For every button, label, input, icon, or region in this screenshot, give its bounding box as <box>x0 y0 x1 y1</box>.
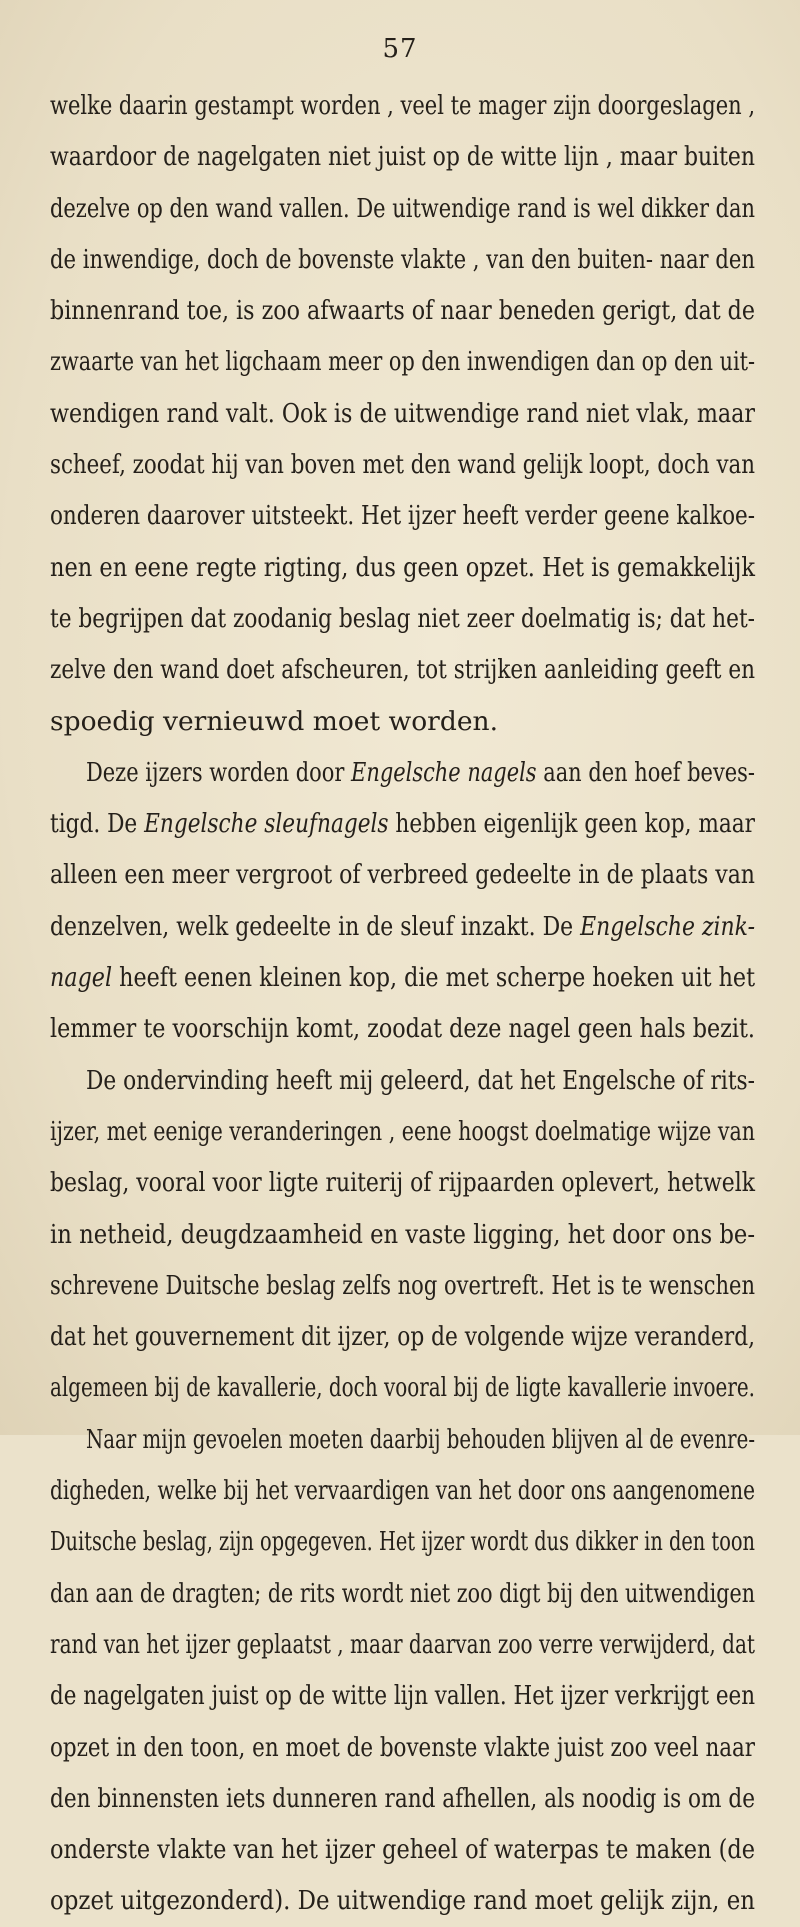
line-content <box>50 542 755 593</box>
italic-run: nagel <box>50 962 113 994</box>
text-run: welke daarin gestampt worden , veel te mager zijn doorgeslagen , <box>50 90 755 121</box>
text-line <box>50 131 800 182</box>
line-content <box>86 1055 755 1106</box>
text-line <box>50 901 800 952</box>
text-run: beslag, vooral voor ligte ruiterij of rijpaarden oplevert, hetwelk <box>50 1167 755 1199</box>
line-content <box>50 183 755 234</box>
line-content <box>50 1260 755 1311</box>
line-content <box>50 593 755 644</box>
line-content <box>50 1516 755 1567</box>
text-run: Duitsche beslag, zijn opgegeven. Het ijzer wordt dus dikker in den toon <box>50 1526 755 1558</box>
text-run: dan aan de dragten; de rits wordt niet zoo digt bij den uitwendigen <box>50 1577 755 1609</box>
line-content <box>50 952 755 1003</box>
line-content <box>50 80 755 131</box>
text-run: zwaarte van het ligchaam meer op den inwendigen dan op den uit- <box>50 346 755 378</box>
text-run: heeft eenen kleinen kop, die met scherpe hoeken uit het <box>112 962 755 994</box>
text-run: schrevene Duitsche beslag zelfs nog overtreft. Het is te wenschen <box>50 1269 755 1301</box>
line-content <box>86 1414 755 1465</box>
line-content <box>50 1722 755 1773</box>
line-content <box>50 1670 755 1721</box>
line-content <box>50 234 755 285</box>
text-line <box>50 1824 800 1875</box>
line-content <box>50 1824 755 1875</box>
text-line <box>50 1414 800 1465</box>
text-run: te begrijpen dat zoodanig beslag niet zeer doelmatig is; dat het- <box>50 602 755 634</box>
text-line <box>50 439 800 490</box>
text-run: lemmer te voorschijn komt, zoodat deze nagel geen hals bezit. <box>50 1013 755 1045</box>
text-line <box>50 1465 800 1516</box>
line-content <box>50 388 755 439</box>
line-content <box>50 1875 755 1926</box>
line-content <box>50 849 755 900</box>
line-content <box>50 439 755 490</box>
text-line <box>50 644 800 695</box>
line-content <box>50 901 755 952</box>
text-run: De ondervinding heeft mij geleerd, dat het Engelsche of rits- <box>86 1064 755 1096</box>
text-run: ijzer, met eenige veranderingen , eene hoogst doelmatige wijze van <box>50 1115 755 1147</box>
text-line <box>50 1003 800 1054</box>
line-content <box>50 644 755 695</box>
text-run: de inwendige, doch de bovenste vlakte , van den buiten- naar den <box>50 243 755 275</box>
line-content <box>50 1568 755 1619</box>
text-line <box>50 1875 800 1926</box>
text-line <box>50 1773 800 1824</box>
page-number: 57 <box>382 34 418 64</box>
text-run: onderen daarover uitsteekt. Het ijzer heeft verder geene kalkoe- <box>50 500 755 532</box>
line-content <box>50 798 755 849</box>
text-line <box>50 285 800 336</box>
text-line <box>50 1055 800 1106</box>
text-run: wendigen rand valt. Ook is de uitwendige rand niet vlak, maar <box>50 397 755 429</box>
line-content <box>50 1311 755 1362</box>
line-content <box>50 1106 755 1157</box>
text-run: nen en eene regte rigting, dus geen opzet. Het is gemakkelijk <box>50 551 755 583</box>
text-run: in netheid, deugdzaamheid en vaste ligging, het door ons be- <box>50 1218 755 1250</box>
text-line <box>50 388 800 439</box>
text-run: den binnensten iets dunneren rand afhellen, als noodig is om de <box>50 1782 755 1814</box>
text-line <box>50 1568 800 1619</box>
line-content <box>50 490 755 541</box>
text-run: scheef, zoodat hij van boven met den wand gelijk loopt, doch van <box>50 449 755 481</box>
text-line <box>50 952 800 1003</box>
line-content <box>50 1209 755 1260</box>
text-run: dezelve op den wand vallen. De uitwendige rand is wel dikker dan <box>50 192 755 224</box>
text-run: binnenrand toe, is zoo afwaarts of naar beneden gerigt, dat de <box>50 295 755 327</box>
line-content <box>50 696 498 747</box>
italic-run: Engelsche sleufnagels <box>144 808 389 840</box>
text-run: rand van het ijzer geplaatst , maar daarvan zoo verre verwijderd, dat <box>50 1628 755 1660</box>
text-line <box>50 1362 800 1413</box>
text-line <box>50 1722 800 1773</box>
line-content <box>50 1157 755 1208</box>
line-content <box>50 1003 755 1054</box>
text-line <box>50 696 800 747</box>
text-run: hebben eigenlijk geen kop, maar <box>388 808 755 840</box>
text-line <box>50 1619 800 1670</box>
text-line <box>50 490 800 541</box>
text-line <box>50 1157 800 1208</box>
text-run: tigd. De <box>50 808 145 840</box>
text-line <box>50 542 800 593</box>
text-run: de nagelgaten juist op de witte lijn vallen. Het ijzer verkrijgt een <box>50 1680 755 1712</box>
line-content <box>50 1619 755 1670</box>
text-run: algemeen bij de kavallerie, doch vooral bij de ligte kavallerie invoere. <box>50 1372 755 1404</box>
text-run: onderste vlakte van het ijzer geheel of waterpas te maken (de <box>50 1834 755 1866</box>
text-line <box>50 593 800 644</box>
line-content <box>86 747 755 798</box>
text-run: denzelven, welk gedeelte in de sleuf inzakt. De <box>50 910 581 942</box>
text-line <box>50 80 800 131</box>
text-line <box>50 1260 800 1311</box>
text-line <box>50 234 800 285</box>
text-run: spoedig vernieuwd moet worden. <box>50 705 498 737</box>
text-run: Deze ijzers worden door <box>86 756 352 788</box>
text-line <box>50 1209 800 1260</box>
text-line <box>50 1516 800 1567</box>
line-content <box>50 1465 755 1516</box>
line-content <box>50 336 755 387</box>
italic-run: Engelsche nagels <box>351 756 537 788</box>
text-line <box>50 183 800 234</box>
line-content <box>50 1362 755 1413</box>
text-run: alleen een meer vergroot of verbreed gedeelte in de plaats van <box>50 859 755 891</box>
text-run: dat het gouvernement dit ijzer, op de volgende wijze veranderd, <box>50 1321 755 1353</box>
body-text <box>50 80 800 1927</box>
text-run: waardoor de nagelgaten niet juist op de witte lijn , maar buiten <box>50 141 755 173</box>
text-run: zelve den wand doet afscheuren, tot strijken aanleiding geeft en <box>50 654 755 686</box>
text-run: Naar mijn gevoelen moeten daarbij behouden blijven al de evenre- <box>86 1423 755 1455</box>
text-line <box>50 747 800 798</box>
line-content <box>50 285 755 336</box>
text-line <box>50 1670 800 1721</box>
text-line <box>50 798 800 849</box>
text-run: digheden, welke bij het vervaardigen van het door ons aangenomene <box>50 1475 755 1507</box>
text-run: opzet uitgezonderd). De uitwendige rand moet gelijk zijn, en <box>50 1885 755 1917</box>
line-content <box>50 131 755 182</box>
text-line <box>50 336 800 387</box>
text-line <box>50 1106 800 1157</box>
line-content <box>50 1773 755 1824</box>
text-run: aan den hoef beves- <box>536 756 755 788</box>
italic-run: Engelsche zink- <box>580 910 755 942</box>
text-line <box>50 1311 800 1362</box>
text-line <box>50 849 800 900</box>
text-run: opzet in den toon, en moet de bovenste vlakte juist zoo veel naar <box>50 1731 755 1763</box>
